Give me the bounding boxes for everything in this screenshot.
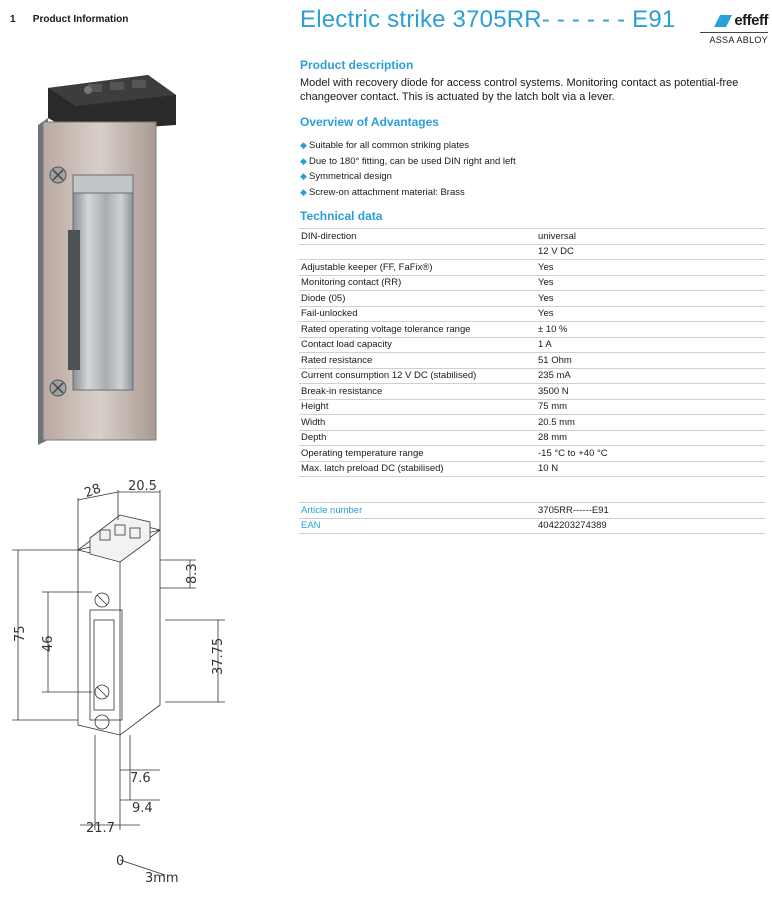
dim-3mm: 3mm: [145, 871, 179, 886]
spec-label: Max. latch preload DC (stabilised): [299, 461, 536, 477]
spec-value: 1 A: [536, 337, 765, 353]
brand-logo: [700, 12, 768, 45]
table-row: [299, 384, 765, 400]
table-row: [299, 353, 765, 369]
page-title: Electric strike 3705RR- - - - - - E91: [300, 6, 676, 33]
spec-value: 51 Ohm: [536, 353, 765, 369]
table-row: [299, 415, 765, 431]
table-row: [299, 291, 765, 307]
table-row: [299, 399, 765, 415]
table-row: [299, 322, 765, 338]
dim-75: 75: [13, 625, 28, 642]
spec-value: 3500 N: [536, 384, 765, 400]
spec-value: universal: [536, 229, 765, 245]
bullet-icon: ◆: [300, 171, 307, 181]
table-row: [299, 446, 765, 462]
technical-drawing: [0, 470, 280, 890]
article-number-label: Article number: [299, 503, 536, 519]
table-row: [299, 229, 765, 245]
technical-heading: Technical data: [300, 209, 383, 223]
spec-label: Operating temperature range: [299, 446, 536, 462]
logo-wordmark: effeff: [734, 12, 768, 29]
spec-label: Current consumption 12 V DC (stabilised): [299, 368, 536, 384]
section-number: 1: [10, 14, 16, 25]
spec-value: 12 V DC: [536, 244, 765, 260]
ean-label: EAN: [299, 518, 536, 534]
list-item: ◆ Due to 180° fitting, can be used DIN right and left: [300, 154, 516, 170]
section-header: [10, 14, 128, 25]
description-heading: Product description: [300, 58, 414, 72]
dim-9-4: 9.4: [132, 801, 153, 816]
list-item: ◆ Suitable for all common striking plates: [300, 138, 516, 154]
spec-label: Rated operating voltage tolerance range: [299, 322, 536, 338]
spec-value: 20.5 mm: [536, 415, 765, 431]
bullet-icon: ◆: [300, 155, 307, 166]
ordering-table: [299, 502, 765, 534]
table-row: [299, 337, 765, 353]
description-text: Model with recovery diode for access control systems. Monitoring contact as potential-free changeover contact. This is actuated by the latch bolt via a lever.: [300, 77, 739, 103]
spec-label: Diode (05): [299, 291, 536, 307]
spec-value: 10 N: [536, 461, 765, 477]
table-row: [299, 368, 765, 384]
article-number-value: 3705RR------E91: [536, 503, 765, 519]
spec-label: Contact load capacity: [299, 337, 536, 353]
spec-value: Yes: [536, 291, 765, 307]
spec-label: Height: [299, 399, 536, 415]
table-row: [299, 518, 765, 534]
spec-value: 235 mA: [536, 368, 765, 384]
dim-0: 0: [116, 854, 125, 869]
table-row: [299, 461, 765, 477]
spec-value: 28 mm: [536, 430, 765, 446]
dim-7-6: 7.6: [130, 771, 151, 786]
list-item: ◆ Screw-on attachment material: Brass: [300, 185, 516, 201]
dim-37-75: 37.75: [211, 637, 226, 675]
dim-46: 46: [41, 635, 56, 652]
logo-mark-icon: [714, 15, 732, 27]
spec-label: Break-in resistance: [299, 384, 536, 400]
spec-label: Adjustable keeper (FF, FaFix®): [299, 260, 536, 276]
dim-8-3: 8.3: [185, 563, 200, 584]
dim-28: 28: [82, 481, 104, 502]
product-photo: [28, 70, 188, 460]
table-row: [299, 430, 765, 446]
spec-value: Yes: [536, 260, 765, 276]
dim-20-5: 20.5: [128, 479, 157, 494]
spec-label: Width: [299, 415, 536, 431]
bullet-icon: ◆: [300, 140, 307, 150]
table-row: [299, 244, 765, 260]
list-item: ◆ Symmetrical design: [300, 169, 516, 185]
table-row: [299, 503, 765, 519]
section-title: Product Information: [32, 14, 129, 25]
table-row: [299, 275, 765, 291]
spec-value: Yes: [536, 275, 765, 291]
spec-label: Fail-unlocked: [299, 306, 536, 322]
advantages-heading: Overview of Advantages: [300, 115, 439, 129]
table-row: [299, 306, 765, 322]
logo-subtitle: ASSA ABLOY: [709, 35, 768, 45]
spec-label: Depth: [299, 430, 536, 446]
bullet-icon: ◆: [300, 186, 307, 197]
technical-data-table: [299, 228, 765, 477]
advantages-list: [300, 138, 516, 200]
spec-label: Monitoring contact (RR): [299, 275, 536, 291]
spec-label: Rated resistance: [299, 353, 536, 369]
spec-value: 75 mm: [536, 399, 765, 415]
spec-label: [299, 244, 536, 260]
spec-value: Yes: [536, 306, 765, 322]
spec-label: DIN-direction: [299, 229, 536, 245]
logo-divider: [700, 32, 768, 33]
table-row: [299, 260, 765, 276]
spec-value: ± 10 %: [536, 322, 765, 338]
spec-value: -15 °C to +40 °C: [536, 446, 765, 462]
dim-21-7: 21.7: [86, 821, 115, 836]
ean-value: 4042203274389: [536, 518, 765, 534]
